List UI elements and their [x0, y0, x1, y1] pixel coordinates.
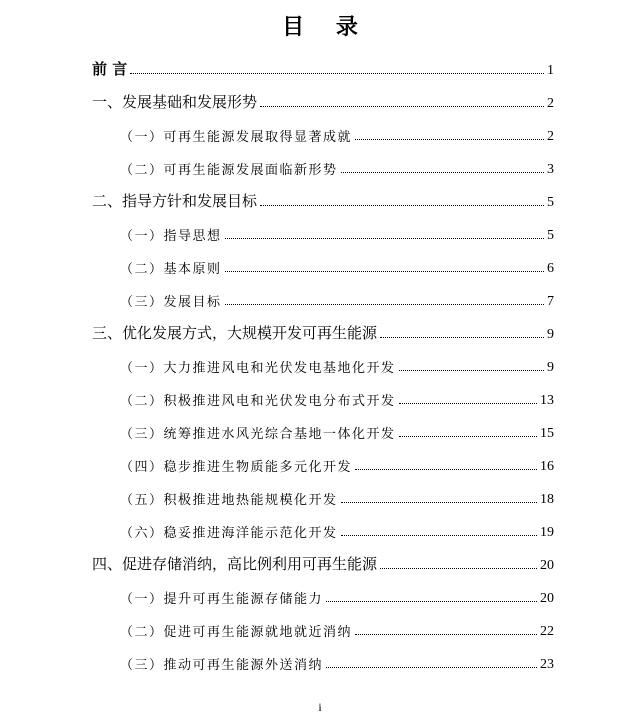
toc-page-number: 15 [540, 426, 554, 441]
toc-entry-chapter-1[interactable] [92, 90, 554, 112]
leader-dots [326, 667, 537, 668]
toc-entry-label: （二）可再生能源发展面临新形势 [120, 163, 338, 178]
toc-entry-section[interactable] [120, 222, 554, 244]
leader-dots [399, 436, 537, 437]
toc-page-number: 5 [547, 195, 554, 210]
toc-entry-label: （一）指导思想 [120, 229, 222, 244]
toc-entry-section[interactable] [120, 519, 554, 541]
toc-page-number: 20 [540, 591, 554, 606]
toc-page-number: 18 [540, 492, 554, 507]
toc-entry-section[interactable] [120, 486, 554, 508]
toc-entry-label: （一）大力推进风电和光伏发电基地化开发 [120, 361, 396, 376]
leader-dots [326, 601, 537, 602]
toc-page-number: 13 [540, 393, 554, 408]
toc-entry-label: （五）积极推进地热能规模化开发 [120, 493, 338, 508]
toc-entry-label: 前 言 [92, 60, 128, 78]
toc-page-number: 9 [547, 360, 554, 375]
toc-entry-section[interactable] [120, 585, 554, 607]
leader-dots [355, 139, 544, 140]
toc-page-number: 23 [540, 657, 554, 672]
toc-entry-section[interactable] [120, 453, 554, 475]
toc-entry-label: 四、促进存储消纳，高比例利用可再生能源 [92, 555, 378, 573]
toc-page-number: 2 [547, 129, 554, 144]
toc-entry-chapter-4[interactable] [92, 552, 554, 574]
toc-entry-label: （一）提升可再生能源存储能力 [120, 592, 324, 607]
toc-entry-label: 二、指导方针和发展目标 [92, 192, 258, 210]
leader-dots [341, 502, 537, 503]
toc-entry-section[interactable] [120, 420, 554, 442]
toc-page-number: 9 [547, 327, 554, 342]
leader-dots [260, 205, 544, 206]
toc-entry-label: （三）统筹推进水风光综合基地一体化开发 [120, 427, 396, 442]
leader-dots [355, 469, 537, 470]
leader-dots [355, 634, 537, 635]
leader-dots [380, 337, 544, 338]
toc-entry-section[interactable] [120, 387, 554, 409]
leader-dots [130, 73, 544, 74]
toc-entry-label: （四）稳步推进生物质能多元化开发 [120, 460, 353, 475]
toc-entry-section[interactable] [120, 288, 554, 310]
page-footer-number: i [318, 700, 322, 714]
toc-entry-section[interactable] [120, 618, 554, 640]
toc-page-number: 22 [540, 624, 554, 639]
toc-entry-section[interactable] [120, 123, 554, 145]
toc-page-number: 1 [547, 63, 554, 78]
toc-entry-label: （二）积极推进风电和光伏发电分布式开发 [120, 394, 396, 409]
toc-page-number: 2 [547, 96, 554, 111]
toc-page-number: 19 [540, 525, 554, 540]
leader-dots [399, 370, 544, 371]
toc-entry-section[interactable] [120, 156, 554, 178]
toc-entry-section[interactable] [120, 651, 554, 673]
toc-entry-section[interactable] [120, 255, 554, 277]
toc-entry-preface[interactable] [92, 57, 554, 79]
toc-entry-chapter-3[interactable] [92, 321, 554, 343]
leader-dots [341, 535, 537, 536]
leader-dots [225, 304, 544, 305]
toc-page-number: 3 [547, 162, 554, 177]
toc-entry-section[interactable] [120, 354, 554, 376]
toc-entry-chapter-2[interactable] [92, 189, 554, 211]
toc-entry-label: （二）促进可再生能源就地就近消纳 [120, 625, 353, 640]
leader-dots [260, 106, 544, 107]
toc-page-number: 7 [547, 294, 554, 309]
toc-entry-label: （三）推动可再生能源外送消纳 [120, 658, 324, 673]
page-title: 目 录 [282, 14, 370, 40]
toc-entry-label: （一）可再生能源发展取得显著成就 [120, 130, 353, 145]
toc-entry-label: 一、发展基础和发展形势 [92, 93, 258, 111]
toc-entry-label: （三）发展目标 [120, 295, 222, 310]
toc-entry-label: 三、优化发展方式，大规模开发可再生能源 [92, 324, 378, 342]
leader-dots [399, 403, 537, 404]
leader-dots [341, 172, 544, 173]
leader-dots [380, 568, 537, 569]
toc-page-number: 20 [540, 558, 554, 573]
toc-entry-label: （六）稳妥推进海洋能示范化开发 [120, 526, 338, 541]
leader-dots [225, 238, 544, 239]
toc-page-number: 5 [547, 228, 554, 243]
leader-dots [225, 271, 544, 272]
toc-page-number: 16 [540, 459, 554, 474]
toc-page-number: 6 [547, 261, 554, 276]
toc-entry-label: （二）基本原则 [120, 262, 222, 277]
